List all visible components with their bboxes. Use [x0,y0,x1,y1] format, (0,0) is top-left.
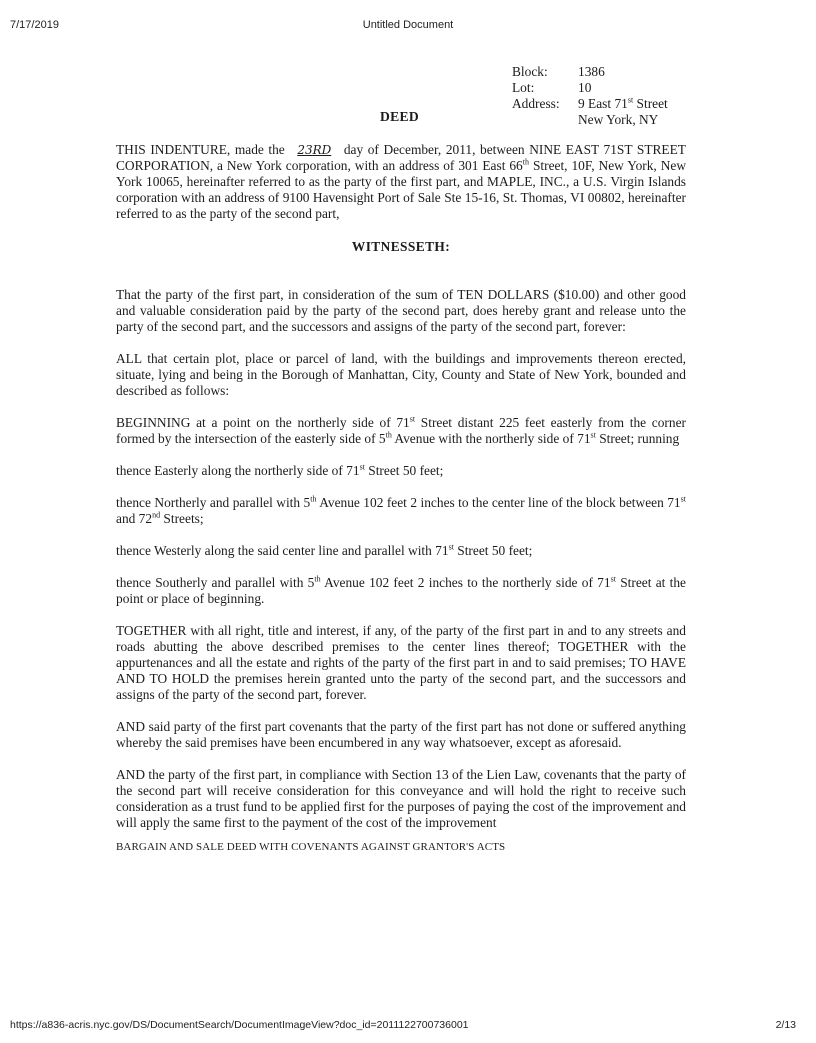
indenture-intro: THIS INDENTURE, made the [116,142,285,157]
southerly-paragraph: thence Southerly and parallel with 5th Avenue 102 feet 2 inches to the northerly side of 71st Street at the point or place of beginning. [116,574,687,606]
handwritten-day: 23RD [297,143,332,157]
block-row [512,64,692,80]
lot-value: 10 [578,80,592,95]
property-info [512,64,692,128]
block-label: Block: [512,64,548,79]
address-line1: 9 East 71st Street [578,95,668,111]
lien-law-paragraph: AND the party of the first part, in compliance with Section 13 of the Lien Law, covenants that the party of the second part will receive consideration for this conveyance and will hold the right to receive such consideration as a trust fund to be applied first for the purposes of paying the cost of the improvement and will apply the same first to the payment of the cost of the improvement [116,767,686,830]
print-date: 7/17/2019 [10,19,59,31]
address-row-2 [512,112,692,128]
lot-row [512,80,692,96]
block-value: 1386 [578,64,605,79]
deed-body [116,142,686,855]
address-line2: New York, NY [578,112,659,127]
lot-label: Lot: [512,80,535,95]
northerly-paragraph: thence Northerly and parallel with 5th Avenue 102 feet 2 inches to the center line of the block between 71st and 72nd Streets; [116,494,686,526]
indenture-rest: day of December, 2011, between NINE EAST 71ST STREET CORPORATION, a New York corporation, with an address of 301 East 66th Street, 10F, New York, New York 10065, hereinafter referred to as the party of the first part, and MAPLE, INC., a U.S. Virgin Islands corporation with an address of 9100 Havensight Port of Sale Ste 15-16, St. Thomas, VI 00802, hereinafter referred to as the party of the second part, [116,142,687,221]
westerly-paragraph: thence Westerly along the said center line and parallel with 71st Street 50 feet; [116,542,533,558]
together-paragraph: TOGETHER with all right, title and interest, if any, of the party of the first part in and to any streets and roads abutting the above described premises to the center lines thereof; TOGETHER with the appurtenances and all the estate and rights of the party of the first part in and to said premises; TO HAVE AND TO HOLD the premises herein granted unto the party of the second part, and the successors and assigns of the party of the second part, forever. [116,623,686,702]
deed-running-footer: BARGAIN AND SALE DEED WITH COVENANTS AGAINST GRANTOR'S ACTS [116,841,506,853]
easterly-paragraph: thence Easterly along the northerly side of 71st Street 50 feet; [116,462,444,478]
address-row [512,96,692,112]
address-label: Address: [512,96,560,111]
consideration-paragraph: That the party of the first part, in consideration of the sum of TEN DOLLARS ($10.00) and other good and valuable consideration paid by the party of the second part, does hereby grant and release unto the party of the second part, and the successors and assigns of the party of the second part, forever: [116,287,686,334]
print-title: Untitled Document [362,19,454,31]
covenants-paragraph: AND said party of the first part covenants that the party of the first part has not done or suffered anything whereby the said premises have been encumbered in any way whatsoever, except as aforesaid. [116,719,686,750]
print-page-number: 2/13 [775,1019,796,1031]
print-url: https://a836-acris.nyc.gov/DS/DocumentSearch/DocumentImageView?doc_id=2011122700736001 [10,1019,469,1031]
all-that-paragraph: ALL that certain plot, place or parcel of land, with the buildings and improvements thereon erected, situate, lying and being in the Borough of Manhattan, City, County and State of New York, bounded and described as follows: [116,351,686,398]
witnesseth-heading: WITNESSETH: [351,239,451,254]
beginning-paragraph: BEGINNING at a point on the northerly side of 71st Street distant 225 feet easterly from the corner formed by the intersection of the easterly side of 5th Avenue with the northerly side of 71st Street; running [116,414,686,446]
deed-title: DEED [380,109,419,124]
indenture-paragraph [116,142,686,222]
